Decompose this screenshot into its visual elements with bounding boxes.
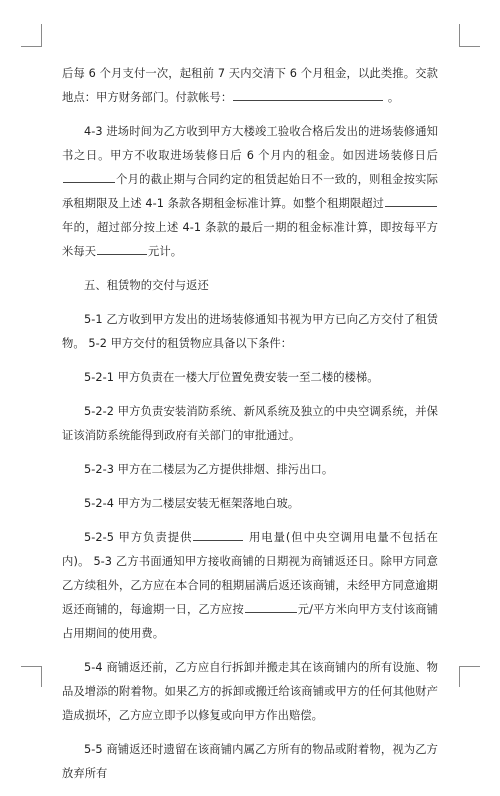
paragraph-p1 (62, 120, 438, 264)
paragraph-text: 后每 6 个月支付一次，起租前 7 天内交清下 6 个月租金，以此类推。交款地点：甲方财务部门。付款帐号： (62, 67, 438, 104)
paragraph-p8 (62, 526, 438, 646)
crop-mark-bottom-left (21, 666, 42, 687)
paragraph-text: 5-2-2 甲方负责安装消防系统、新风系统及独立的中央空调系统，并保证该消防系统能得到政府有关部门的审批通过。 (62, 405, 438, 442)
paragraph-text: 5-2-3 甲方在二楼层为乙方提供排烟、排污出口。 (84, 463, 334, 476)
crop-mark-top-right (459, 24, 480, 47)
paragraph-p3 (62, 308, 438, 356)
paragraph-text: 五、租赁物的交付与返还 (84, 279, 209, 292)
paragraph-text: 元/平方米向甲方支付该商铺占用期间的使用费。 (62, 603, 438, 640)
fill-in-blank (193, 528, 243, 541)
paragraph-text: 个月的截止期与合同约定的租赁起始日不一致的，则租金按实际承租期限及上述 4-1 条款各期租金标准计算。如整个租期限超过 (62, 173, 438, 210)
fill-in-blank (97, 242, 147, 255)
paragraph-text: 年的，超过部分按上述 4-1 条款的最后一期的租金标准计算，即按每平方米每天 (62, 221, 438, 258)
paragraph-text: 5-2-1 甲方负责在一楼大厅位置免费安装一至二楼的楼梯。 (84, 371, 379, 384)
paragraph-text: 5-5 商铺返还时遗留在该商铺内属乙方所有的物品或附着物，视为乙方放弃所有 (62, 743, 438, 780)
crop-mark-bottom-right (459, 666, 480, 687)
fill-in-blank (233, 88, 383, 101)
document-body (62, 62, 438, 796)
paragraph-text: 5-1 乙方收到甲方发出的进场装修通知书视为甲方已向乙方交付了租赁物。 5-2 甲方交付的租赁物应具备以下条件： (62, 313, 438, 350)
paragraph-p10 (62, 738, 438, 786)
paragraph-p9 (62, 656, 438, 728)
paragraph-text: 5-2-4 甲方为二楼层安装无框架落地白玻。 (84, 497, 300, 510)
crop-mark-top-left (21, 24, 42, 47)
paragraph-text: 4-3 进场时间为乙方收到甲方大楼竣工验收合格后发出的进场装修通知书之日。甲方不收取进场装修日后 6 个月内的租金。如因进场装修日后 (62, 125, 438, 162)
fill-in-blank (245, 600, 297, 613)
paragraph-text: 5-2-5 甲方负责提供 (84, 531, 193, 544)
paragraph-p5 (62, 400, 438, 448)
paragraph-p0 (62, 62, 438, 110)
paragraph-text: 。 (384, 91, 400, 104)
paragraph-text: 用电量(但中央空调用电量不包括在内)。 5-3 乙方书面通知甲方接收商铺的日期视为商铺返还日。除甲方同意乙方续租外，乙方应在本合同的租期届满后返还该商铺，未经甲方同意逾期返还商铺的，每逾期一日，乙方应按 (62, 531, 438, 616)
fill-in-blank (63, 170, 115, 183)
paragraph-p7 (62, 492, 438, 516)
paragraph-text: 5-4 商铺返还前，乙方应自行拆卸并搬走其在该商铺内的所有设施、物品及增添的附着物。如果乙方的拆卸或搬迁给该商铺或甲方的任何其他财产造成损坏，乙方应立即予以修复或向甲方作出赔偿。 (62, 661, 438, 722)
fill-in-blank (385, 194, 437, 207)
paragraph-p2 (62, 274, 438, 298)
paragraph-p6 (62, 458, 438, 482)
paragraph-p4 (62, 366, 438, 390)
paragraph-text: 元计。 (148, 245, 183, 258)
